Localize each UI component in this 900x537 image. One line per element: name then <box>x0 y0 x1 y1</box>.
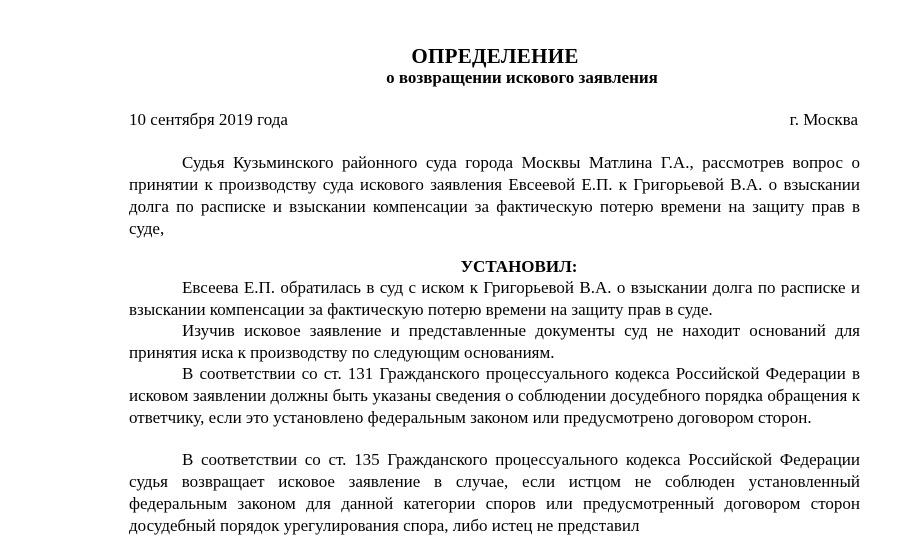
intro-paragraph: Судья Кузьминского районного суда города Москвы Матлина Г.А., рассмотрев вопрос о принятии к производству суда искового заявления Евсеевой Е.П. к Григорьевой В.А. о взыскании долга по расписке и взыскании компенсации за фактическую потерю времени на защиту прав в суде, <box>129 153 860 238</box>
body-paragraph: Изучив исковое заявление и представленные документы суд не находит оснований для принятия иска к производству по следующим основаниям. <box>129 321 860 362</box>
body-paragraph: В соответствии со ст. 135 Гражданского процессуального кодекса Российской Федерации судья возвращает исковое заявление в случае, если истцом не соблюден установленный федеральным законом для данной категории споров или предусмотренный договором сторон досудебный порядок урегулирования спора, либо истец не представил <box>129 450 860 535</box>
document-date: 10 сентября 2019 года <box>129 110 288 129</box>
section-heading: УСТАНОВИЛ: <box>460 257 578 276</box>
document-city: г. Москва <box>789 110 858 129</box>
body-paragraph: В соответствии со ст. 131 Гражданского процессуального кодекса Российской Федерации в исковом заявлении должны быть указаны сведения о соблюдении досудебного порядка обращения к ответчику, если это установлено федеральным законом или предусмотрено договором сторон. <box>129 364 860 427</box>
body-paragraph: Евсеева Е.П. обратилась в суд с иском к Григорьевой В.А. о взыскании долга по расписке и взыскании компенсации за фактическую потерю времени на защиту прав в суде. <box>129 278 860 319</box>
document-subtitle: о возвращении искового заявления <box>386 68 658 87</box>
document-title: ОПРЕДЕЛЕНИЕ <box>411 44 579 68</box>
